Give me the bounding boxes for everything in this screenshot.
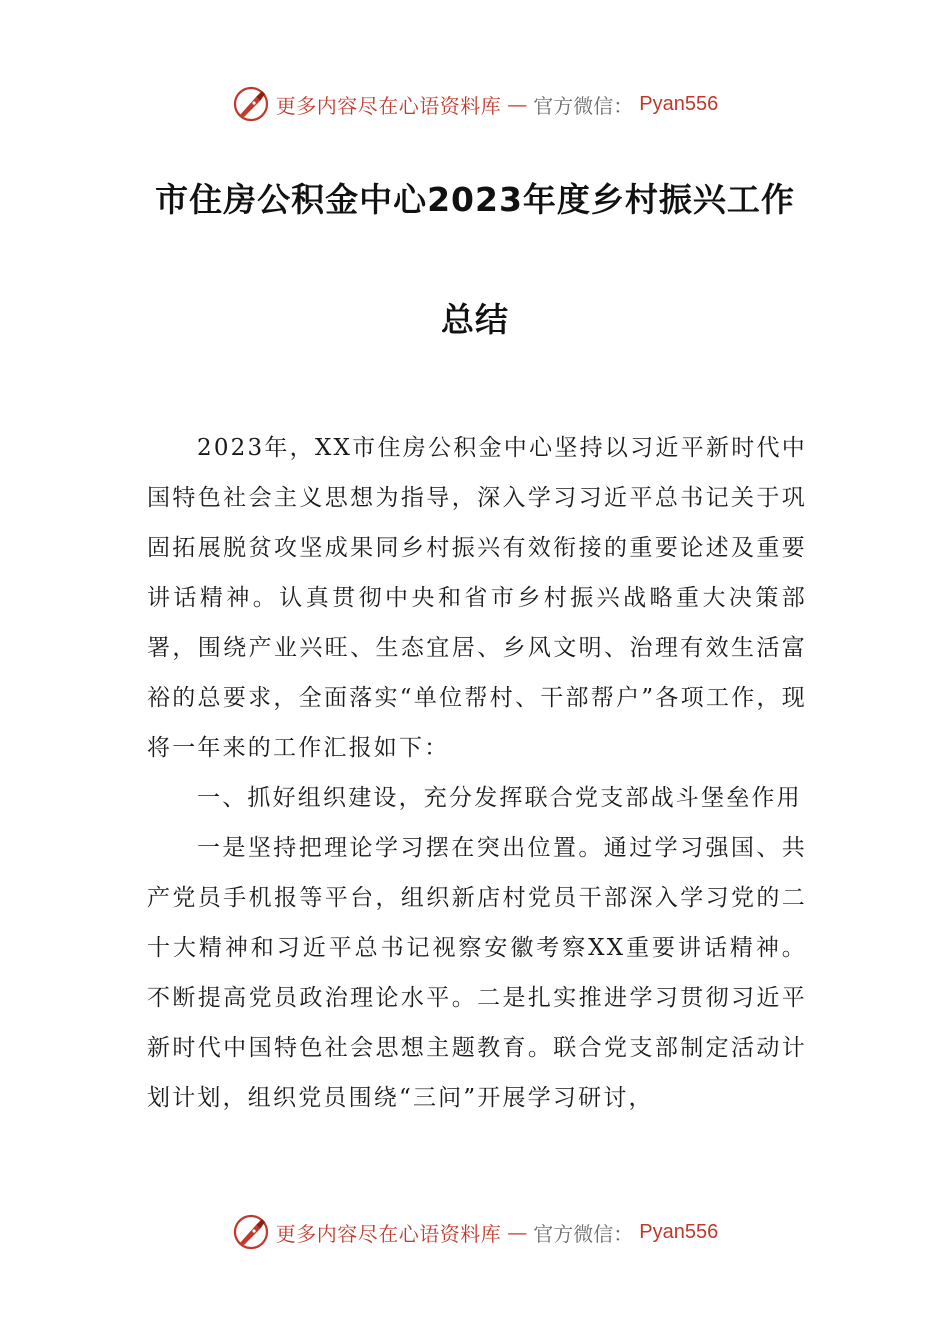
banner-official-label: 官方微信： (533, 93, 634, 118)
document-title-line2: 总结 (441, 300, 509, 339)
pen-nib-logo-icon (232, 85, 270, 123)
banner-official-label: 官方微信： (533, 1221, 634, 1246)
paragraph-section-1: 一是坚持把理论学习摆在突出位置。通过学习强国、共产党员手机报等平台，组织新店村党员干部深入学习党的二十大精神和习近平总书记视察安徽考察XX重要讲话精神。不断提高党员政治理论水平。二是扎实推进学习贯彻习近平新时代中国特色社会思想主题教育。联合党支部制定活动计划计划，组织党员围绕“三问”开展学习研讨， (147, 835, 807, 1111)
pen-nib-logo-icon (232, 1213, 270, 1251)
section-heading-1: 一、抓好组织建设，充分发挥联合党支部战斗堡垒作用 (197, 785, 802, 811)
banner-dash: — (507, 1220, 528, 1244)
banner-wechat-id: Pyan556 (639, 92, 719, 115)
paragraph-intro: 2023年，XX市住房公积金中心坚持以习近平新时代中国特色社会主义思想为指导，深入学习习近平总书记关于巩固拓展脱贫攻坚成果同乡村振兴有效衔接的重要论述及重要讲话精神。认真贯彻中央和省市乡村振兴战略重大决策部署，围绕产业兴旺、生态宜居、乡风文明、治理有效生活富裕的总要求，全面落实“单位帮村、干部帮户”各项工作，现将一年来的工作汇报如下： (147, 435, 807, 761)
footer-banner (0, 1210, 950, 1254)
banner-main-text: 更多内容尽在心语资料库 (275, 93, 502, 118)
banner-wechat-id: Pyan556 (639, 1220, 719, 1243)
document-body (147, 423, 807, 1123)
header-banner (0, 82, 950, 126)
banner-dash: — (507, 92, 528, 116)
banner-main-text: 更多内容尽在心语资料库 (275, 1221, 502, 1246)
document-title-line1: 市住房公积金中心2023年度乡村振兴工作 (155, 180, 795, 219)
